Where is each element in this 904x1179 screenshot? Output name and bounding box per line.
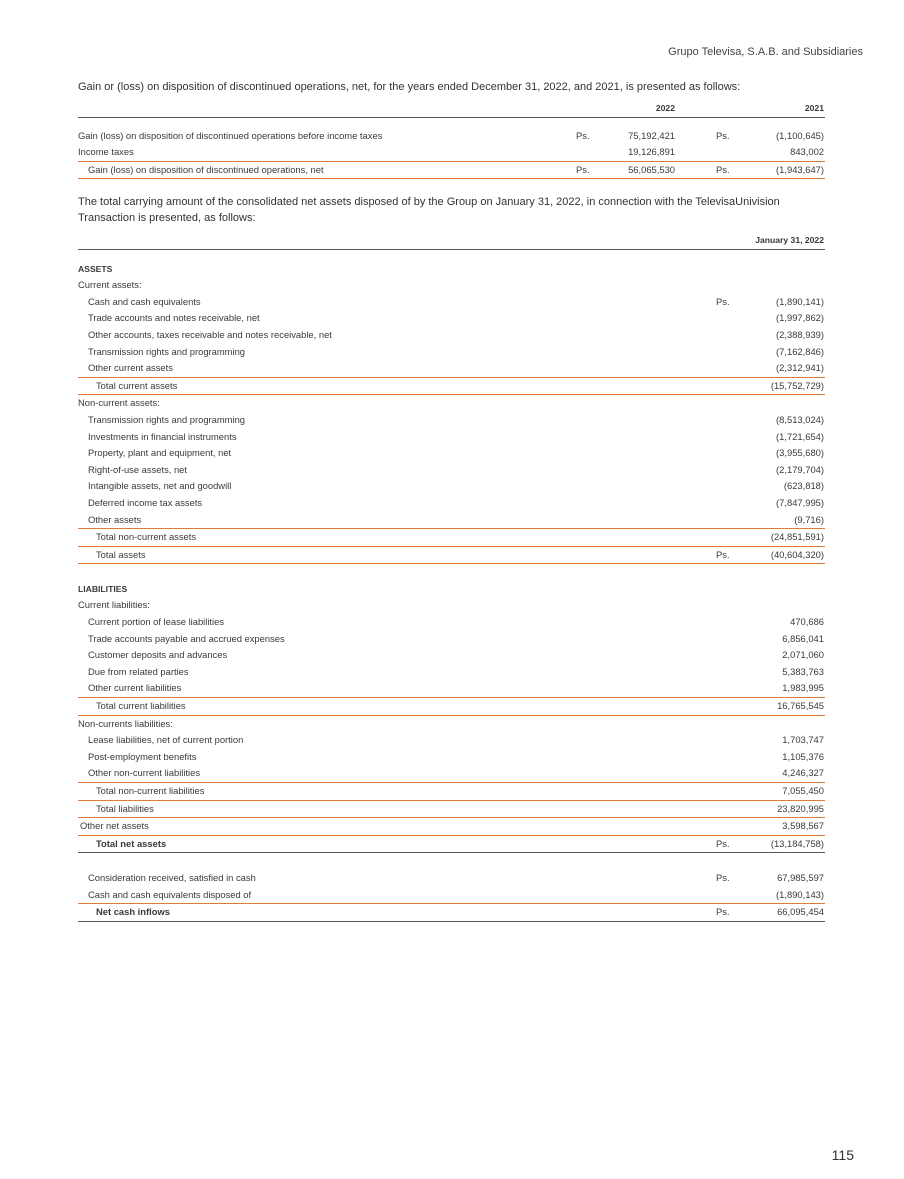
gain-before-tax-row [78,128,825,145]
net-cash-inflows-row: Net cash inflows Ps. 66,095,454 [78,904,825,922]
value-2022: 75,192,421 [628,129,675,141]
company-header: Grupo Televisa, S.A.B. and Subsidiaries [668,46,863,58]
currency-label: Ps. [716,129,730,141]
consideration-row: Consideration received, satisfied in cash Ps. 67,985,597 [78,870,825,887]
non-current-assets-heading: Non-current assets: [78,397,160,409]
total-current-liabilities-row: Total current liabilities 16,765,545 [78,698,825,716]
column-date-header: January 31, 2022 [755,235,824,245]
table-row: Trade accounts and notes receivable, net (1,997,862) [88,312,824,324]
value-2021: (1,943,647) [776,163,824,175]
row-label: Income taxes [78,146,134,158]
row-label: Gain (loss) on disposition of discontinued operations, net [88,163,324,175]
value-2022: 56,065,530 [628,163,675,175]
table-row: Current portion of lease liabilities 470,686 [88,616,824,628]
table-row: Other current liabilities 1,983,995 [78,680,825,698]
table-row: Right-of-use assets, net (2,179,704) [88,463,824,475]
liabilities-heading: LIABILITIES [78,583,128,594]
gain-intro-paragraph: Gain or (loss) on disposition of discontinued operations, net, for the years ended December 31, 2022, and 2021, is presented as follows: [78,81,741,93]
table-row: Transmission rights and programming (8,513,024) [88,413,824,425]
non-current-liabilities-heading: Non-currents liabilities: [78,717,173,729]
table-row: Other non-current liabilities 4,246,327 [78,765,825,783]
value-2022: 19,126,891 [628,146,675,158]
net-assets-intro-paragraph: The total carrying amount of the consolidated net assets disposed of by the Group on January 31, 2022, in connection with the TelevisaUnivision Transaction is presented, as follows: [78,196,780,224]
table-row: Lease liabilities, net of current portion 1,703,747 [88,734,824,746]
gain-table-header [78,100,825,117]
value-2021: 843,002 [790,146,824,158]
column-2021-header: 2021 [804,103,824,113]
page-number: 115 [831,1147,854,1163]
current-assets-heading: Current assets: [78,279,142,291]
gain-table [78,100,825,179]
table-row: Property, plant and equipment, net (3,955,680) [88,447,824,459]
table-row: Transmission rights and programming (7,162,846) [88,345,824,357]
table-row: Intangible assets, net and goodwill (623,818) [88,480,824,492]
currency-label: Ps. [716,837,730,849]
currency-label: Ps. [716,548,730,560]
table-row: Other current assets (2,312,941) [78,360,825,378]
table-row: Investments in financial instruments (1,721,654) [88,430,824,442]
current-liabilities-heading: Current liabilities: [78,599,150,611]
currency-label: Ps. [576,163,590,175]
currency-label: Ps. [716,906,730,918]
assets-heading: ASSETS [78,263,113,274]
table-row: Deferred income tax assets (7,847,995) [88,496,824,508]
net-assets-table-header [78,232,825,250]
table-row: Other accounts, taxes receivable and notes receivable, net (2,388,939) [88,328,824,340]
currency-label: Ps. [716,163,730,175]
total-current-assets-row: Total current assets (15,752,729) [78,378,825,396]
gain-net-row [78,162,825,180]
total-net-assets-row: Total net assets Ps. (13,184,758) [78,836,825,854]
table-row: Customer deposits and advances 2,071,060 [88,649,824,661]
currency-label: Ps. [576,129,590,141]
cash-disposed-row: Cash and cash equivalents disposed of (1,890,143) [78,887,825,905]
column-2022-header: 2022 [655,103,675,113]
total-assets-row: Total assets Ps. (40,604,320) [78,547,825,565]
currency-label: Ps. [716,871,730,883]
table-row: Cash and cash equivalents Ps. (1,890,141) [78,294,825,311]
total-non-current-liabilities-row: Total non-current liabilities 7,055,450 [78,783,825,801]
table-row: Post-employment benefits 1,105,376 [88,750,824,762]
table-row: Other assets (9,716) [78,512,825,530]
table-row: Trade accounts payable and accrued expenses 6,856,041 [88,632,824,644]
currency-label: Ps. [716,295,730,307]
income-taxes-row [78,144,825,162]
total-liabilities-row: Total liabilities 23,820,995 [78,801,825,819]
table-row: Due from related parties 5,383,763 [88,665,824,677]
other-net-assets-row: Other net assets 3,598,567 [78,818,825,836]
row-label: Gain (loss) on disposition of discontinued operations before income taxes [78,129,383,141]
total-non-current-assets-row: Total non-current assets (24,851,591) [78,529,825,547]
value-2021: (1,100,645) [776,129,824,141]
net-assets-table [78,232,825,922]
